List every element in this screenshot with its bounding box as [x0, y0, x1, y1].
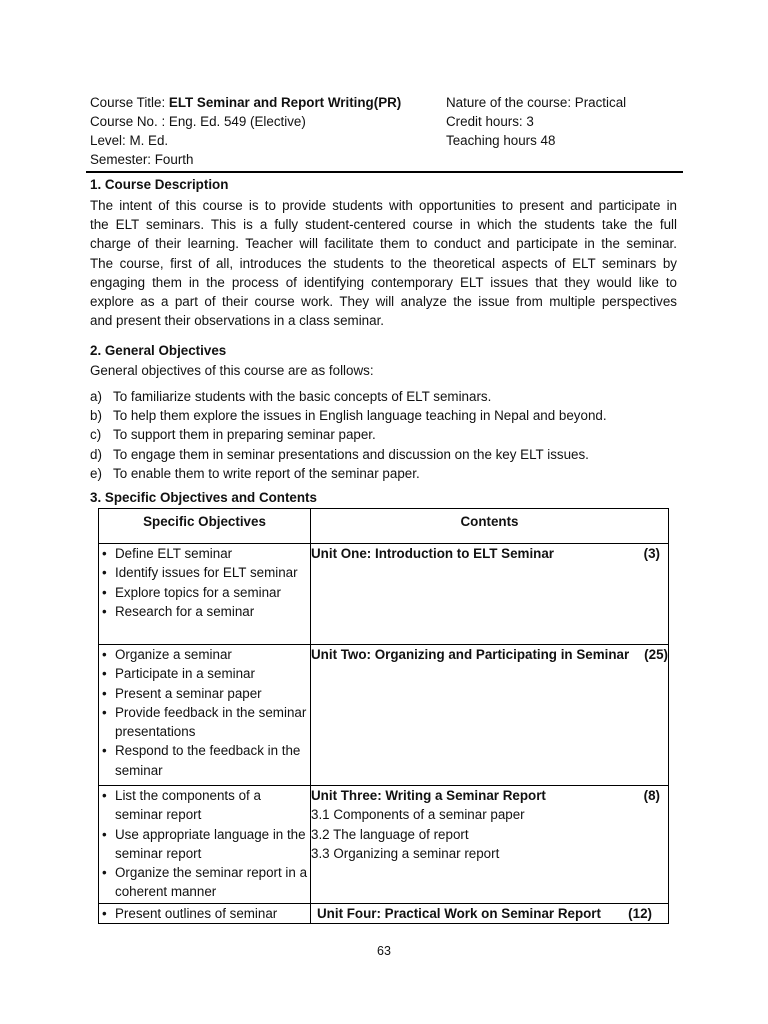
bullet-icon: • — [102, 743, 107, 759]
section-2-title: 2. General Objectives — [90, 343, 227, 358]
table-header-row — [99, 509, 669, 544]
course-info-right — [446, 93, 680, 150]
credit-hours: Credit hours: 3 — [446, 114, 534, 129]
objectives-contents-table — [98, 508, 669, 924]
general-objectives-list — [90, 387, 680, 483]
bullet-item: • Provide feedback in the seminar presentations — [102, 704, 307, 740]
description-line: The course, first of all, introduces the students to the theoretical aspects of ELT seminars by — [90, 255, 677, 271]
contents-cell — [311, 904, 669, 924]
contents-cell — [311, 544, 669, 645]
bullet-icon: • — [102, 666, 107, 682]
bullet-icon: • — [102, 647, 107, 662]
subtopic: 3.3 Organizing a seminar report — [311, 845, 500, 861]
header-divider — [86, 171, 683, 173]
general-objectives-intro: General objectives of this course are as follows: — [90, 363, 374, 378]
contents-cell — [311, 786, 669, 904]
bullet-item: • Organize a seminar — [99, 645, 310, 664]
bullet-icon: • — [102, 685, 107, 701]
unit-heading: Unit Three: Writing a Seminar Report (8) — [311, 786, 668, 805]
bullet-icon: • — [102, 565, 107, 581]
description-line: and present their observations in a class seminar. — [90, 313, 385, 329]
course-semester: Semester: Fourth — [90, 152, 194, 167]
bullet-item: • Participate in a seminar — [99, 664, 310, 683]
course-description — [90, 196, 677, 330]
bullet-item: • Identify issues for ELT seminar — [99, 563, 310, 582]
table-row — [99, 544, 669, 645]
bullet-item: • Research for a seminar — [99, 602, 310, 621]
bullet-item: • Explore topics for a seminar — [99, 583, 310, 602]
bullet-icon: • — [102, 826, 107, 842]
table-row — [99, 645, 669, 786]
bullet-icon: • — [102, 704, 107, 720]
bullet-item: • Present outlines of seminar — [99, 904, 308, 923]
list-item: b) To help them explore the issues in English language teaching in Nepal and beyond. — [90, 408, 607, 424]
course-nature: Nature of the course: Practical — [446, 95, 627, 110]
unit-heading: Unit One: Introduction to ELT Seminar (3) — [311, 544, 668, 563]
subtopic: 3.2 The language of report — [311, 826, 469, 842]
list-item: e) To enable them to write report of the seminar paper. — [90, 465, 420, 481]
unit-hours: (8) — [643, 788, 660, 803]
description-line: The intent of this course is to provide students with opportunities to present and participate in — [90, 198, 677, 213]
teaching-hours: Teaching hours 48 — [446, 133, 556, 148]
section-1-title: 1. Course Description — [90, 177, 229, 192]
objectives-cell — [99, 786, 311, 904]
column-header-objectives: Specific Objectives — [99, 509, 311, 544]
description-line: charge of their learning. Teacher will facilitate them to conduct and participate in the seminar. — [90, 236, 677, 252]
list-item: d) To engage them in seminar presentations and discussion on the key ELT issues. — [90, 446, 589, 462]
unit-hours: (12) — [628, 906, 652, 921]
bullet-item: • Define ELT seminar — [99, 544, 310, 563]
objectives-cell — [99, 544, 311, 645]
contents-cell — [311, 645, 669, 786]
bullet-icon: • — [102, 865, 107, 881]
bullet-icon: • — [102, 906, 107, 921]
unit-heading: Unit Four: Practical Work on Seminar Report (12) — [317, 904, 660, 923]
description-line: engaging them in the process of identifying contemporary ELT issues that they would like to — [90, 274, 677, 290]
bullet-icon: • — [102, 584, 107, 600]
page-number: 63 — [377, 944, 391, 958]
column-header-contents: Contents — [311, 509, 669, 544]
section-3-title: 3. Specific Objectives and Contents — [90, 490, 317, 505]
list-item: a) To familiarize students with the basic concepts of ELT seminars. — [90, 389, 492, 404]
course-title: Course Title: ELT Seminar and Report Writing(PR) — [90, 95, 402, 110]
list-item: c) To support them in preparing seminar paper. — [90, 427, 376, 443]
course-number: Course No. : Eng. Ed. 549 (Elective) — [90, 114, 306, 129]
bullet-icon: • — [102, 603, 107, 619]
table-row — [99, 904, 669, 924]
objectives-cell — [99, 645, 311, 786]
bullet-item: • Organize the seminar report in a coherent manner — [102, 865, 308, 900]
description-line: explore as a part of their course work. They will analyze the issue from multiple perspectives — [90, 294, 677, 310]
objectives-cell — [99, 904, 311, 924]
unit-hours: (3) — [643, 546, 660, 561]
bullet-item: • List the components of a seminar report — [102, 788, 261, 823]
unit-hours: (25) — [644, 647, 668, 662]
bullet-item: • Respond to the feedback in the seminar — [102, 743, 301, 778]
course-level: Level: M. Ed. — [90, 133, 169, 148]
unit-heading: Unit Two: Organizing and Participating in Seminar (25) — [311, 645, 668, 664]
bullet-icon: • — [102, 546, 107, 561]
course-info-left — [90, 93, 440, 169]
subtopic: 3.1 Components of a seminar paper — [311, 807, 525, 823]
description-line: the ELT seminars. This is a fully student-centered course in which the students take the full — [90, 217, 677, 233]
table-row — [99, 786, 669, 904]
bullet-icon: • — [102, 788, 107, 803]
course-title-value: ELT Seminar and Report Writing(PR) — [168, 95, 402, 110]
bullet-item: • Use appropriate language in the seminar report — [102, 826, 306, 861]
bullet-item: • Present a seminar paper — [99, 684, 310, 703]
